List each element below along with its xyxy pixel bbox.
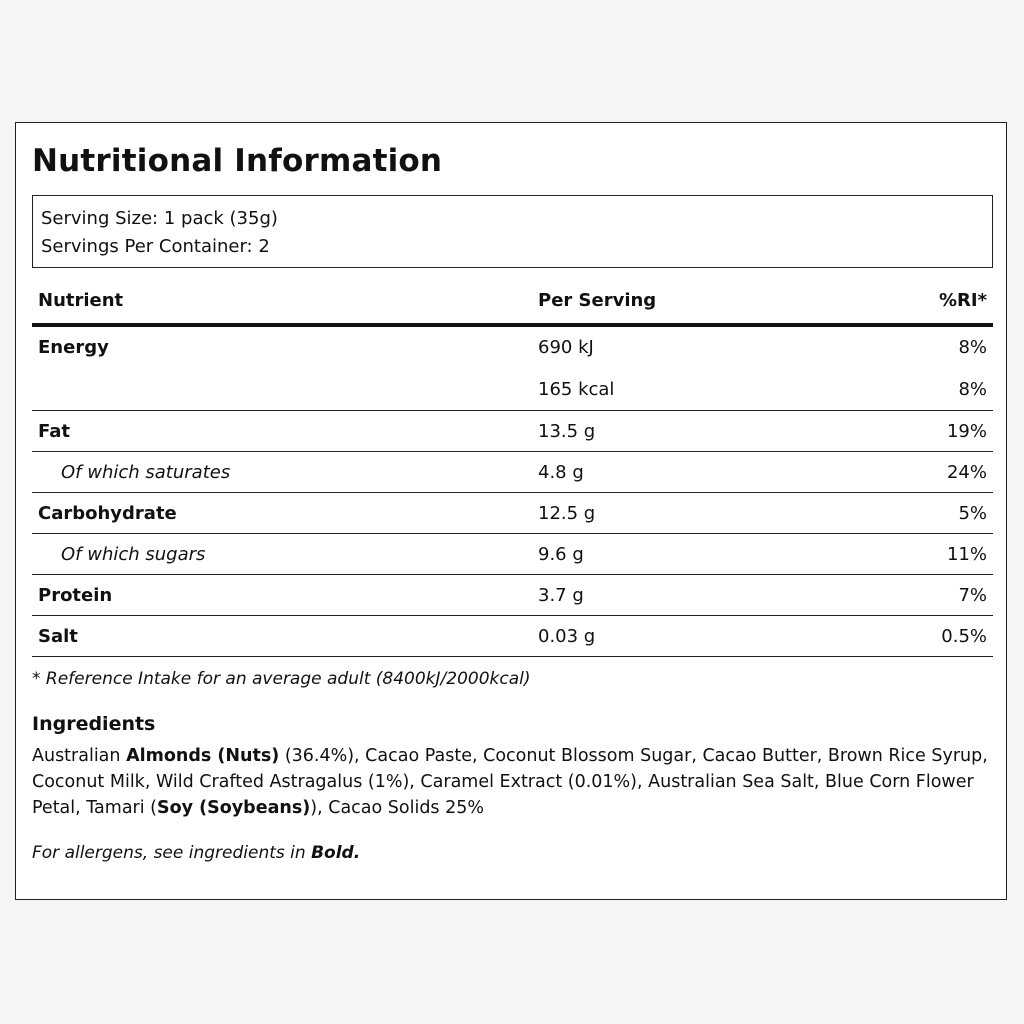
nutrient-value: 9.6 g — [538, 544, 584, 565]
servings-per-container: Servings Per Container: 2 — [41, 236, 270, 257]
nutrient-name: Of which sugars — [61, 544, 206, 565]
ingredients-text: ), Cacao Solids 25% — [310, 798, 485, 818]
table-row-sugars — [32, 534, 993, 575]
nutrient-name: Carbohydrate — [38, 503, 177, 524]
nutrition-panel — [15, 122, 1007, 900]
nutrient-name: Protein — [38, 585, 113, 606]
nutrient-ri: 0.5% — [941, 626, 987, 647]
nutrient-ri: 5% — [958, 503, 987, 524]
table-row-salt — [32, 616, 993, 657]
nutrient-name: Fat — [38, 421, 70, 442]
energy-kcal-ri: 8% — [958, 379, 987, 400]
header-ri: %RI* — [938, 290, 987, 311]
allergen-note-bold: Bold. — [311, 843, 361, 863]
table-row-fat — [32, 411, 993, 452]
nutrient-value: 4.8 g — [538, 462, 584, 483]
allergen-almonds: Almonds (Nuts) — [126, 746, 280, 766]
nutrient-ri: 7% — [958, 585, 987, 606]
table-header — [32, 283, 993, 327]
ingredients-text: (36.4%), Cacao Paste, Coconut Blossom Sugar, Cacao Butter, Brown Rice Syrup, Coconut Milk, Wild Crafted Astragalus (1%), Caramel Extract (0.01%), Australian Sea Salt, Blue Corn Flower Petal, Tamari ( — [32, 746, 988, 818]
header-nutrient: Nutrient — [38, 290, 124, 311]
nutrition-table — [32, 283, 993, 657]
nutrient-value: 12.5 g — [538, 503, 596, 524]
nutrient-value: 0.03 g — [538, 626, 596, 647]
allergen-note-text: For allergens, see ingredients in — [32, 843, 312, 863]
serving-size: Serving Size: 1 pack (35g) — [41, 208, 278, 229]
nutrient-value: 13.5 g — [538, 421, 596, 442]
reference-intake-footnote: * Reference Intake for an average adult (8400kJ/2000kcal) — [32, 669, 531, 689]
table-row-carbohydrate — [32, 493, 993, 534]
table-row-energy — [32, 327, 993, 411]
nutrient-name: Energy — [38, 337, 109, 358]
ingredients-title: Ingredients — [32, 713, 156, 735]
energy-kj: 690 kJ — [538, 337, 594, 358]
energy-kcal: 165 kcal — [538, 379, 615, 400]
nutrient-ri: 11% — [946, 544, 987, 565]
ingredients-text: Australian — [32, 746, 127, 766]
ingredients-list — [32, 743, 992, 821]
page-title: Nutritional Information — [32, 143, 443, 179]
nutrient-ri: 19% — [946, 421, 987, 442]
energy-kj-ri: 8% — [958, 337, 987, 358]
allergen-soy: Soy (Soybeans) — [157, 798, 311, 818]
nutrient-value: 3.7 g — [538, 585, 584, 606]
serving-info-box — [32, 195, 993, 268]
nutrient-name: Salt — [38, 626, 78, 647]
table-row-protein — [32, 575, 993, 616]
nutrient-name: Of which saturates — [61, 462, 231, 483]
table-row-saturates — [32, 452, 993, 493]
nutrient-ri: 24% — [946, 462, 987, 483]
allergen-note — [32, 843, 360, 863]
header-per-serving: Per Serving — [538, 290, 657, 311]
